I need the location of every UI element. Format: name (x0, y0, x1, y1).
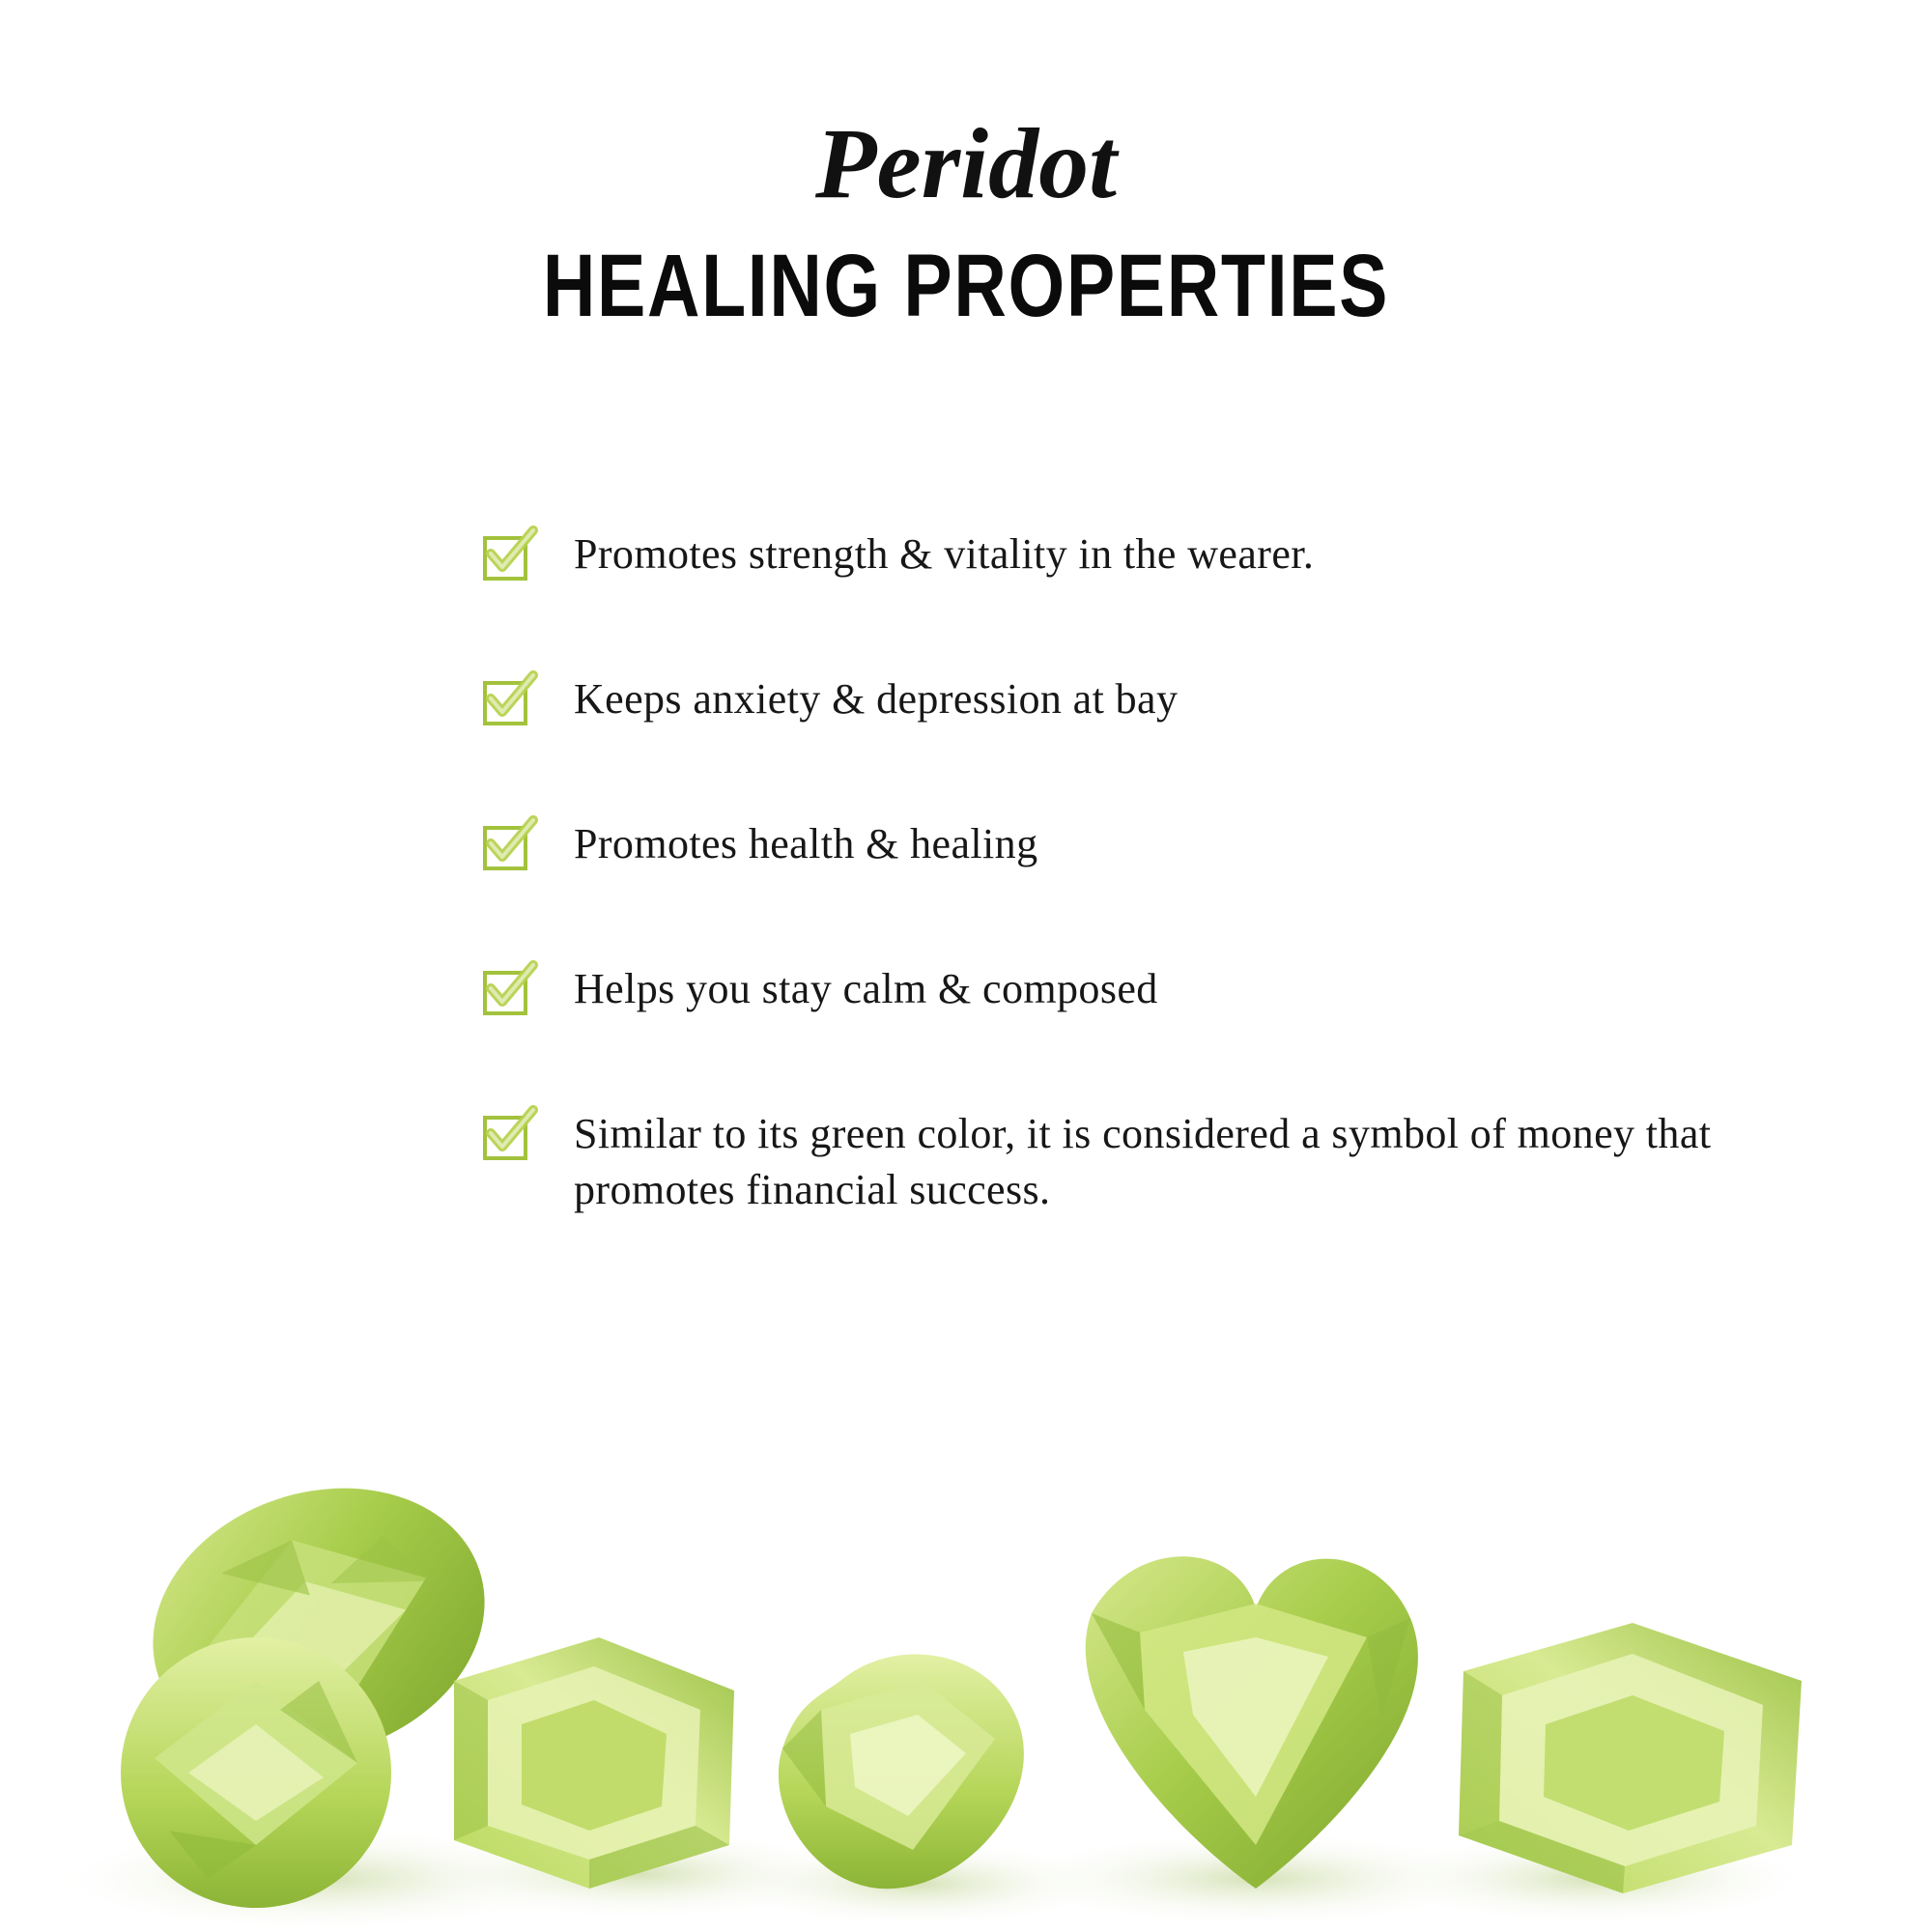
page-title-script: Peridot (815, 108, 1117, 219)
check-icon (483, 1116, 527, 1160)
poster-header (0, 0, 1932, 335)
check-icon (483, 681, 527, 725)
healing-properties-list (483, 526, 1797, 1218)
list-item (483, 1106, 1797, 1218)
list-item-label: Promotes strength & vitality in the wearer. (574, 530, 1315, 578)
list-item-label: Keeps anxiety & depression at bay (574, 675, 1179, 724)
list-item (483, 671, 1797, 727)
list-item (483, 526, 1797, 582)
check-icon (483, 536, 527, 581)
page-title: HEALING PROPERTIES (542, 237, 1390, 335)
check-icon (483, 826, 527, 870)
list-item-label: Promotes health & healing (574, 820, 1038, 868)
list-item-label: Similar to its green color, it is considered a symbol of money that promotes financial success. (574, 1110, 1712, 1214)
check-icon (483, 971, 527, 1015)
peridot-gemstones-photo (0, 1391, 1932, 1932)
list-item (483, 816, 1797, 872)
list-item (483, 961, 1797, 1017)
list-item-label: Helps you stay calm & composed (574, 965, 1158, 1013)
